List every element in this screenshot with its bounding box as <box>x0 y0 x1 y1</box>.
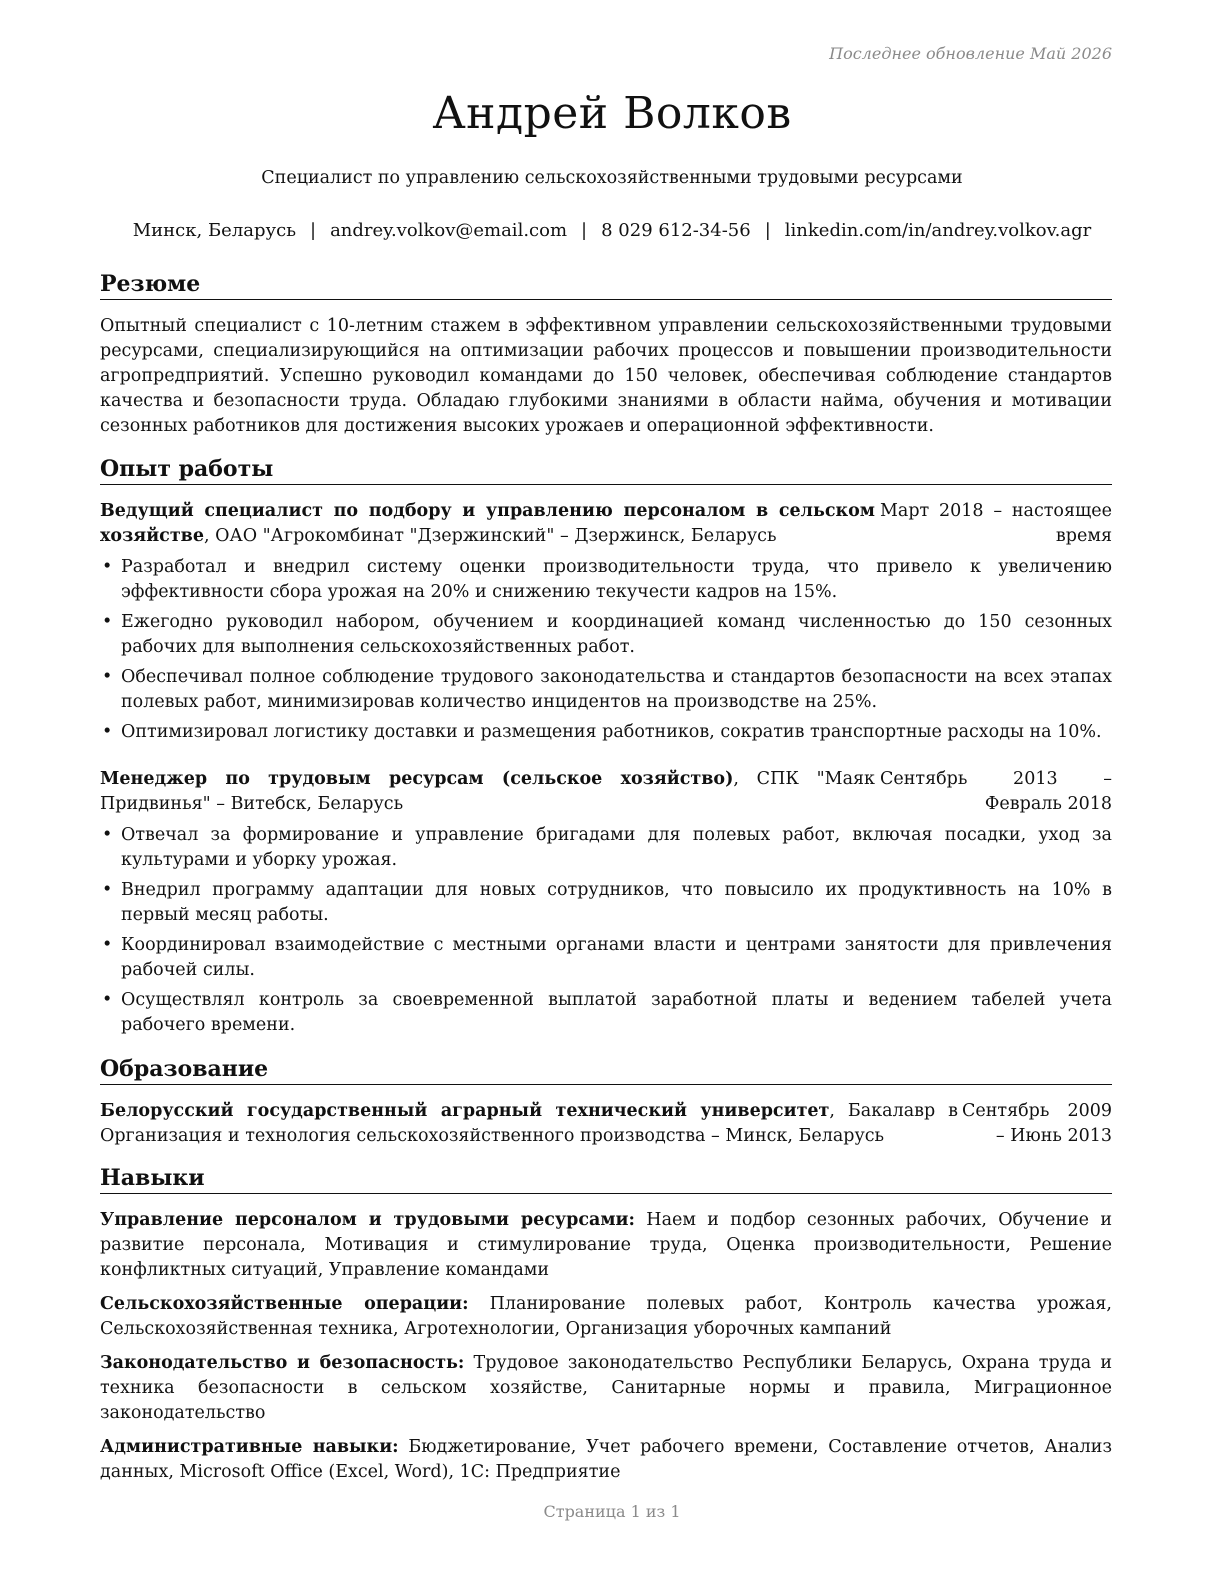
section-title-experience: Опыт работы <box>100 455 1112 485</box>
education-dates: Сентябрь 2009 – Июнь 2013 <box>962 1101 1112 1146</box>
list-item: • Внедрил программу адаптации для новых сотрудников, что повысило их продуктивность на 10% в первый месяц работы. <box>100 878 1112 928</box>
job-entry <box>100 499 1112 745</box>
contact-city: Минск, Беларусь <box>132 220 296 241</box>
last-updated: Последнее обновление Май 2026 <box>829 44 1112 63</box>
contact-line <box>0 220 1224 241</box>
candidate-name: Андрей Волков <box>432 88 792 139</box>
section-title-summary: Резюме <box>100 270 1112 300</box>
experience-section <box>100 455 1112 1043</box>
education-details: , Бакалавр в Организация и технология сельскохозяйственного производства – Минск, Беларусь <box>100 1101 959 1146</box>
skill-group-label: Сельскохозяйственные операции: <box>100 1294 469 1314</box>
job-header <box>100 499 1112 549</box>
summary-section <box>100 270 1112 439</box>
list-item: • Отвечал за формирование и управление бригадами для полевых работ, включая посадки, уход за культурами и уборку урожая. <box>100 823 1112 873</box>
skill-group-label: Законодательство и безопасность: <box>100 1353 465 1373</box>
education-school-degree <box>100 1099 958 1149</box>
contact-linkedin[interactable]: linkedin.com/in/andrey.volkov.agr <box>784 220 1092 241</box>
skill-group-text: Наем и подбор сезонных рабочих, Обучение и развитие персонала, Мотивация и стимулирование труда, Оценка производительности, Решение конфликтных ситуаций, Управление командами <box>100 1210 1112 1280</box>
list-item: • Оптимизировал логистику доставки и размещения работников, сократив транспортные расходы на 10%. <box>100 720 1112 745</box>
summary-text: Опытный специалист с 10-летним стажем в эффективном управлении сельскохозяйственными трудовыми ресурсами, специализирующийся на оптимизации рабочих процессов и повышении производительности агропредприятий. Успешно руководил командами до 150 человек, обеспечивая соблюдение стандартов качества и безопасности труда. Обладаю глубокими знаниями в области найма, обучения и мотивации сезонных работников для достижения высоких урожаев и операционной эффективности. <box>100 316 1112 436</box>
contact-separator: | <box>764 220 771 241</box>
skill-group <box>100 1351 1112 1426</box>
contact-separator: | <box>310 220 317 241</box>
job-role-company <box>100 499 875 549</box>
education-school: Белорусский государственный аграрный технический университет <box>100 1101 830 1121</box>
skill-group <box>100 1292 1112 1342</box>
list-item: • Обеспечивал полное соблюдение трудового законодательства и стандартов безопасности на всех этапах полевых работ, минимизировав количество инцидентов на производстве на 25%. <box>100 665 1112 715</box>
job-company: , ОАО "Агрокомбинат "Дзержинский" – Дзержинск, Беларусь <box>203 526 777 546</box>
skill-group-label: Административные навыки: <box>100 1437 399 1457</box>
contact-separator: | <box>581 220 588 241</box>
job-dates: Сентябрь 2013 – Февраль 2018 <box>880 769 1112 814</box>
section-title-education: Образование <box>100 1055 1112 1085</box>
list-item: • Координировал взаимодействие с местными органами власти и центрами занятости для привлечения рабочей силы. <box>100 933 1112 983</box>
job-entry <box>100 767 1112 1038</box>
skill-group <box>100 1435 1112 1485</box>
contact-phone: 8 029 612-34-56 <box>601 220 751 241</box>
job-role: Ведущий специалист по подбору и управлению персоналом в сельском хозяйстве <box>100 501 875 546</box>
candidate-title: Специалист по управлению сельскохозяйственными трудовыми ресурсами <box>261 168 963 188</box>
page-number: Страница 1 из 1 <box>543 1502 681 1521</box>
education-entry <box>100 1099 1112 1149</box>
job-dates: Март 2018 – настоящее время <box>880 501 1112 546</box>
skills-section <box>100 1164 1112 1485</box>
list-item: • Разработал и внедрил систему оценки производительности труда, что привело к увеличению эффективности сбора урожая на 20% и снижению текучести кадров на 15%. <box>100 555 1112 605</box>
skill-group-text: Планирование полевых работ, Контроль качества урожая, Сельскохозяйственная техника, Агротехнологии, Организация уборочных кампаний <box>100 1294 1112 1339</box>
job-bullets <box>100 555 1112 745</box>
job-bullets <box>100 823 1112 1038</box>
list-item: • Осуществлял контроль за своевременной выплатой заработной платы и ведением табелей учета рабочего времени. <box>100 988 1112 1038</box>
list-item: • Ежегодно руководил набором, обучением и координацией команд численностью до 150 сезонных рабочих для выполнения сельскохозяйственных работ. <box>100 610 1112 660</box>
contact-email[interactable]: andrey.volkov@email.com <box>330 220 568 241</box>
skill-group-label: Управление персоналом и трудовыми ресурсами: <box>100 1210 635 1230</box>
skill-group-text: Трудовое законодательство Республики Беларусь, Охрана труда и техника безопасности в сельском хозяйстве, Санитарные нормы и правила, Миграционное законодательство <box>100 1353 1112 1423</box>
job-company: , СПК "Маяк Придвинья" – Витебск, Беларусь <box>100 769 875 814</box>
job-header <box>100 767 1112 817</box>
skill-group-text: Бюджетирование, Учет рабочего времени, Составление отчетов, Анализ данных, Microsoft Office (Excel, Word), 1С: Предприятие <box>100 1437 1112 1482</box>
education-section <box>100 1055 1112 1149</box>
job-role: Менеджер по трудовым ресурсам (сельское хозяйство) <box>100 769 734 789</box>
job-role-company <box>100 767 875 817</box>
section-title-skills: Навыки <box>100 1164 1112 1194</box>
skill-group <box>100 1208 1112 1283</box>
